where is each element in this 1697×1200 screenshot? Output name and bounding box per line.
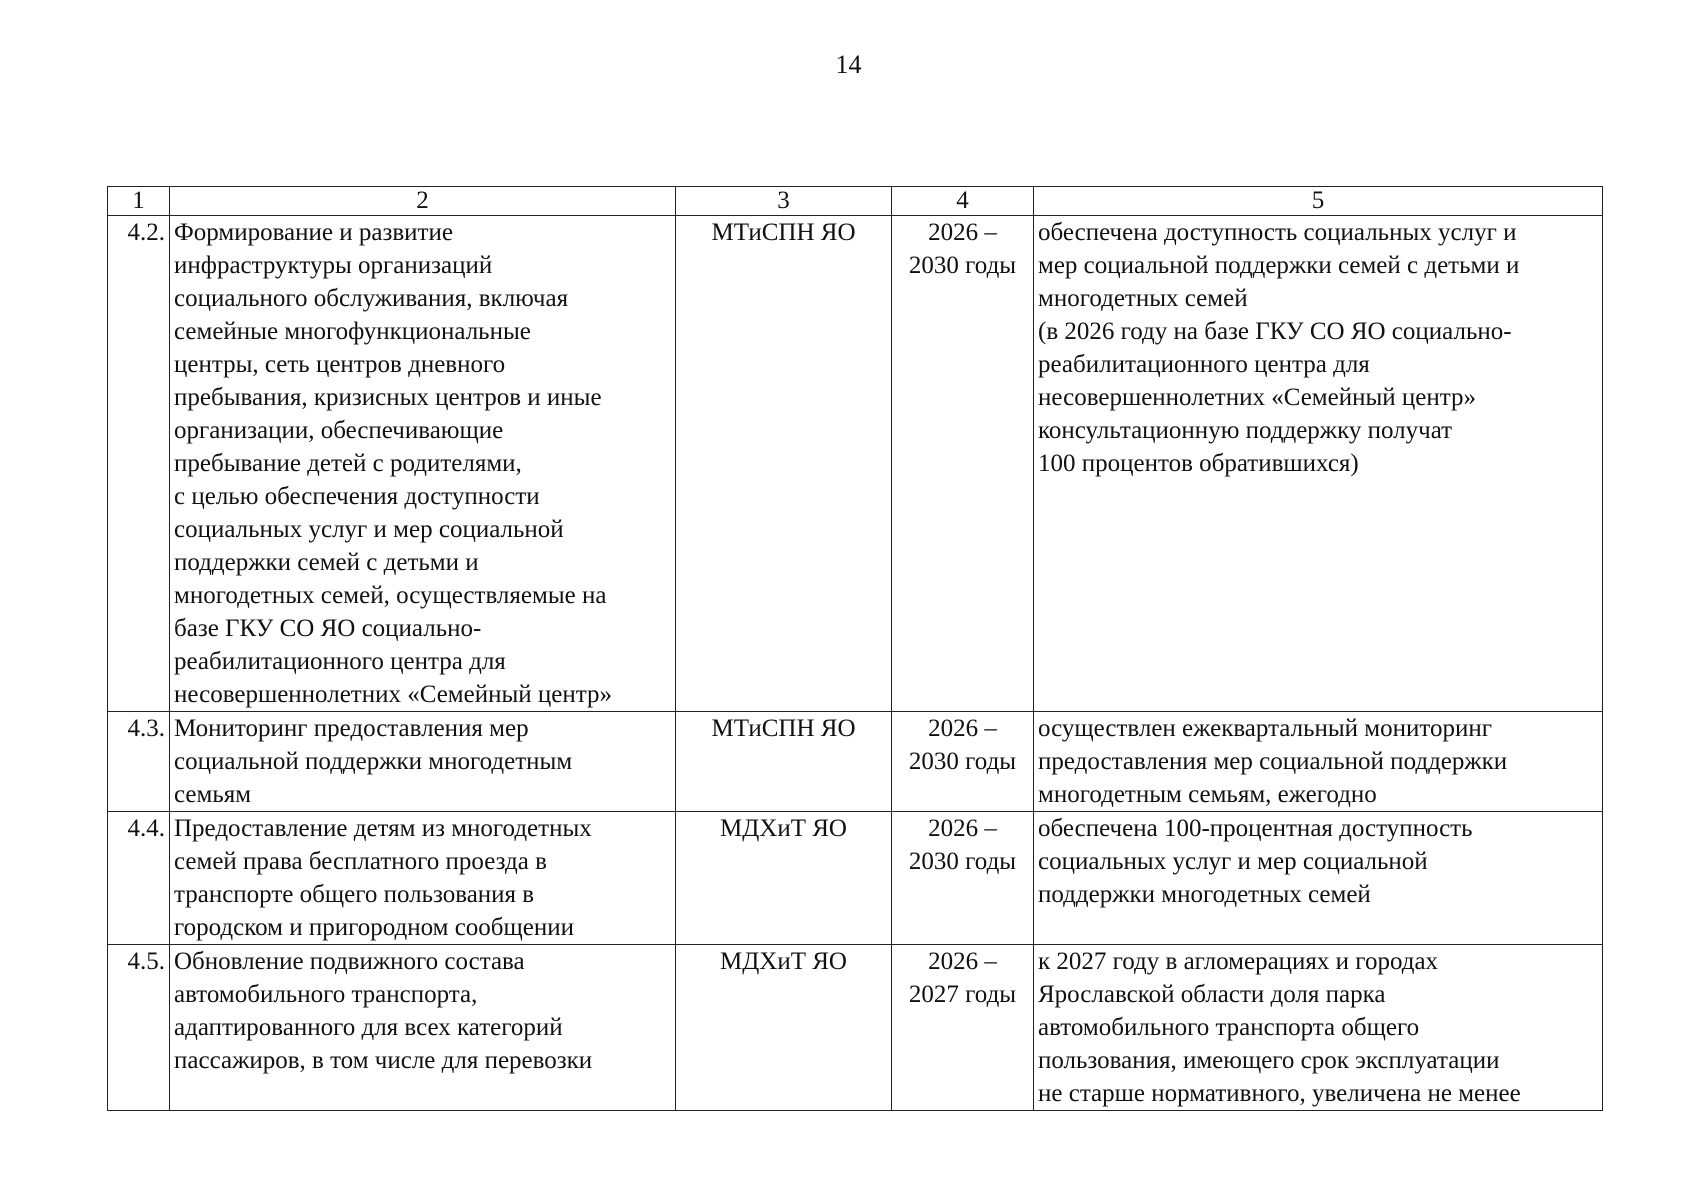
- table-row: [108, 812, 1603, 945]
- table-row: [108, 712, 1603, 812]
- activity-cell: Формирование и развитие инфраструктуры организаций социального обслуживания, включая семейные многофункциональные центры, сеть центров дневного пребывания, кризисных центров и иные организации, обеспечивающие пребывание детей с родителями, с целью обеспечения доступности социальных услуг и мер социальной поддержки семей с детьми и многодетных семей, осуществляемые на базе ГКУ СО ЯО социально- реабилитационного центра для несовершеннолетних «Семейный центр»: [170, 216, 676, 712]
- row-number: 4.2.: [108, 216, 170, 712]
- period-cell: 2026 – 2030 годы: [892, 216, 1034, 712]
- period-cell: 2026 – 2027 годы: [892, 945, 1034, 1111]
- table-row: [108, 945, 1603, 1111]
- executor-cell: МДХиТ ЯО: [676, 945, 892, 1111]
- row-number: 4.3.: [108, 712, 170, 812]
- row-number: 4.4.: [108, 812, 170, 945]
- result-cell: к 2027 году в агломерациях и городах Ярославской области доля парка автомобильного транспорта общего пользования, имеющего срок эксплуатации не старше нормативного, увеличена не менее: [1034, 945, 1603, 1111]
- activity-cell: Предоставление детям из многодетных семей права бесплатного проезда в транспорте общего пользования в городском и пригородном сообщении: [170, 812, 676, 945]
- activity-cell: Обновление подвижного состава автомобильного транспорта, адаптированного для всех категорий пассажиров, в том числе для перевозки: [170, 945, 676, 1111]
- result-cell: обеспечена доступность социальных услуг и мер социальной поддержки семей с детьми и многодетных семей (в 2026 году на базе ГКУ СО ЯО социально- реабилитационного центра для несовершеннолетних «Семейный центр» консультационную поддержку получат 100 процентов обратившихся): [1034, 216, 1603, 712]
- page-number: 14: [835, 50, 862, 79]
- period-cell: 2026 – 2030 годы: [892, 812, 1034, 945]
- result-cell: осуществлен ежеквартальный мониторинг предоставления мер социальной поддержки многодетным семьям, ежегодно: [1034, 712, 1603, 812]
- header-row: [108, 187, 1603, 216]
- column-header-3: 3: [676, 187, 892, 216]
- column-header-4: 4: [892, 187, 1034, 216]
- table-row: [108, 216, 1603, 712]
- executor-cell: МТиСПН ЯО: [676, 216, 892, 712]
- column-header-1: 1: [108, 187, 170, 216]
- measures-table: [107, 186, 1603, 1111]
- row-number: 4.5.: [108, 945, 170, 1111]
- executor-cell: МТиСПН ЯО: [676, 712, 892, 812]
- period-cell: 2026 – 2030 годы: [892, 712, 1034, 812]
- activity-cell: Мониторинг предоставления мер социальной поддержки многодетным семьям: [170, 712, 676, 812]
- result-cell: обеспечена 100-процентная доступность социальных услуг и мер социальной поддержки многодетных семей: [1034, 812, 1603, 945]
- column-header-2: 2: [170, 187, 676, 216]
- column-header-5: 5: [1034, 187, 1603, 216]
- executor-cell: МДХиТ ЯО: [676, 812, 892, 945]
